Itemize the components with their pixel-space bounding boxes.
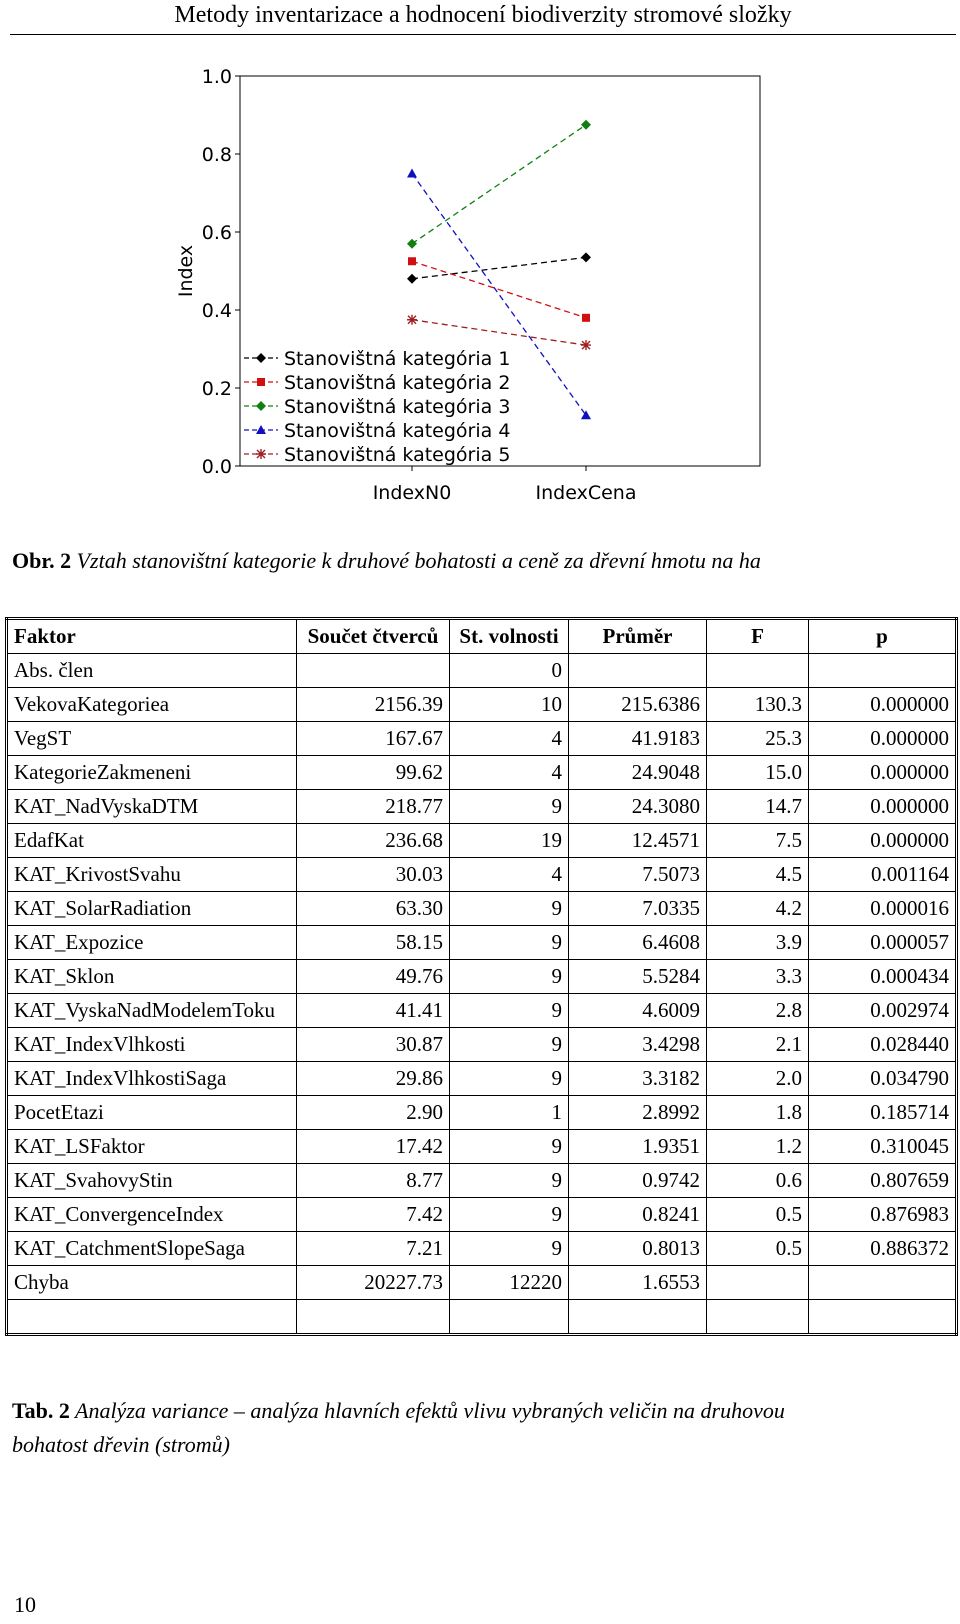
cell-prumer: 215.6386 xyxy=(569,688,707,722)
table-row xyxy=(7,858,957,892)
cell-f: 0.6 xyxy=(707,1164,809,1198)
cell-faktor: KategorieZakmeneni xyxy=(7,756,297,790)
cell-p: 0.000057 xyxy=(809,926,957,960)
cell-p xyxy=(809,654,957,688)
cell-st-volnosti: 9 xyxy=(450,790,569,824)
cell-st-volnosti: 9 xyxy=(450,1198,569,1232)
legend-label: Stanovištná kategória 5 xyxy=(284,444,511,466)
cell-prumer: 0.9742 xyxy=(569,1164,707,1198)
running-head: Metody inventarizace a hodnocení biodiverzity stromové složky xyxy=(10,0,956,35)
cell-soucet-ctvercu: 236.68 xyxy=(297,824,450,858)
cell-soucet-ctvercu: 20227.73 xyxy=(297,1266,450,1300)
figure-caption xyxy=(12,548,761,574)
header-p: p xyxy=(809,619,957,654)
legend-label: Stanovištná kategória 1 xyxy=(284,348,511,370)
cell-st-volnosti: 9 xyxy=(450,926,569,960)
cell-f: 2.1 xyxy=(707,1028,809,1062)
cell-p: 0.002974 xyxy=(809,994,957,1028)
cell-f: 4.5 xyxy=(707,858,809,892)
figure xyxy=(0,56,960,526)
cell-soucet-ctvercu: 30.03 xyxy=(297,858,450,892)
table-row xyxy=(7,1164,957,1198)
cell-prumer: 5.5284 xyxy=(569,960,707,994)
cell-p: 0.185714 xyxy=(809,1096,957,1130)
cell-prumer: 0.8013 xyxy=(569,1232,707,1266)
cell-prumer: 12.4571 xyxy=(569,824,707,858)
anova-table xyxy=(5,617,958,1336)
legend-marker xyxy=(256,449,266,459)
table-caption-text-2: bohatost dřevin (stromů) xyxy=(12,1432,230,1457)
cell-st-volnosti: 19 xyxy=(450,824,569,858)
cell-faktor: VegST xyxy=(7,722,297,756)
figure-caption-text: Vztah stanovištní kategorie k druhové bohatosti a ceně za dřevní hmotu na ha xyxy=(76,548,761,573)
y-tick-label: 0.4 xyxy=(201,300,232,322)
cell-st-volnosti: 9 xyxy=(450,892,569,926)
cell-faktor: Chyba xyxy=(7,1266,297,1300)
y-tick-label: 0.8 xyxy=(201,144,232,166)
cell-faktor: VekovaKategoriea xyxy=(7,688,297,722)
cell-prumer: 3.3182 xyxy=(569,1062,707,1096)
cell-f: 14.7 xyxy=(707,790,809,824)
cell-st-volnosti: 9 xyxy=(450,1164,569,1198)
cell-p: 0.886372 xyxy=(809,1232,957,1266)
legend-marker xyxy=(257,378,265,386)
cell-prumer: 7.5073 xyxy=(569,858,707,892)
cell-soucet-ctvercu: 218.77 xyxy=(297,790,450,824)
table-row xyxy=(7,994,957,1028)
cell-p: 0.000000 xyxy=(809,756,957,790)
table-row xyxy=(7,824,957,858)
table-body xyxy=(7,654,957,1335)
table-header-row xyxy=(7,619,957,654)
cell-soucet-ctvercu xyxy=(297,1300,450,1335)
cell-faktor: PocetEtazi xyxy=(7,1096,297,1130)
cell-faktor: KAT_SvahovyStin xyxy=(7,1164,297,1198)
cell-faktor: KAT_LSFaktor xyxy=(7,1130,297,1164)
cell-faktor: KAT_NadVyskaDTM xyxy=(7,790,297,824)
table-row xyxy=(7,1028,957,1062)
cell-st-volnosti: 9 xyxy=(450,1028,569,1062)
cell-faktor: Abs. člen xyxy=(7,654,297,688)
cell-st-volnosti: 9 xyxy=(450,1232,569,1266)
cell-f: 0.5 xyxy=(707,1232,809,1266)
table-row xyxy=(7,1096,957,1130)
table-row xyxy=(7,1266,957,1300)
table-row xyxy=(7,722,957,756)
cell-soucet-ctvercu: 99.62 xyxy=(297,756,450,790)
cell-p: 0.034790 xyxy=(809,1062,957,1096)
cell-soucet-ctvercu: 2.90 xyxy=(297,1096,450,1130)
cell-p xyxy=(809,1300,957,1335)
cell-f: 3.3 xyxy=(707,960,809,994)
cell-soucet-ctvercu: 7.21 xyxy=(297,1232,450,1266)
header-prumer: Průměr xyxy=(569,619,707,654)
cell-f: 2.0 xyxy=(707,1062,809,1096)
cell-prumer: 4.6009 xyxy=(569,994,707,1028)
cell-soucet-ctvercu: 167.67 xyxy=(297,722,450,756)
cell-faktor: KAT_IndexVlhkostiSaga xyxy=(7,1062,297,1096)
cell-faktor xyxy=(7,1300,297,1335)
data-point xyxy=(582,314,590,322)
cell-prumer: 2.8992 xyxy=(569,1096,707,1130)
cell-p: 0.000000 xyxy=(809,824,957,858)
cell-f: 1.2 xyxy=(707,1130,809,1164)
cell-p: 0.000000 xyxy=(809,688,957,722)
cell-prumer: 24.9048 xyxy=(569,756,707,790)
cell-faktor: KAT_VyskaNadModelemToku xyxy=(7,994,297,1028)
table-row xyxy=(7,1062,957,1096)
cell-soucet-ctvercu: 17.42 xyxy=(297,1130,450,1164)
y-tick-label: 0.6 xyxy=(201,222,232,244)
y-tick-label: 0.0 xyxy=(201,456,232,478)
cell-prumer: 3.4298 xyxy=(569,1028,707,1062)
header-f: F xyxy=(707,619,809,654)
table-row xyxy=(7,1130,957,1164)
cell-st-volnosti: 12220 xyxy=(450,1266,569,1300)
cell-st-volnosti: 4 xyxy=(450,756,569,790)
cell-prumer: 7.0335 xyxy=(569,892,707,926)
cell-faktor: KAT_Expozice xyxy=(7,926,297,960)
cell-p: 0.028440 xyxy=(809,1028,957,1062)
cell-f: 4.2 xyxy=(707,892,809,926)
cell-faktor: KAT_CatchmentSlopeSaga xyxy=(7,1232,297,1266)
cell-soucet-ctvercu: 41.41 xyxy=(297,994,450,1028)
cell-p: 0.001164 xyxy=(809,858,957,892)
cell-faktor: KAT_KrivostSvahu xyxy=(7,858,297,892)
cell-prumer xyxy=(569,1300,707,1335)
cell-soucet-ctvercu xyxy=(297,654,450,688)
cell-faktor: EdafKat xyxy=(7,824,297,858)
table-row xyxy=(7,960,957,994)
data-point xyxy=(407,315,417,325)
x-tick-label: IndexN0 xyxy=(372,482,452,504)
cell-prumer: 6.4608 xyxy=(569,926,707,960)
cell-faktor: KAT_Sklon xyxy=(7,960,297,994)
table-row xyxy=(7,1198,957,1232)
cell-faktor: KAT_SolarRadiation xyxy=(7,892,297,926)
cell-prumer: 0.8241 xyxy=(569,1198,707,1232)
cell-st-volnosti: 1 xyxy=(450,1096,569,1130)
cell-f: 2.8 xyxy=(707,994,809,1028)
data-point xyxy=(581,340,591,350)
cell-f xyxy=(707,1266,809,1300)
data-point xyxy=(408,257,416,265)
table-row xyxy=(7,688,957,722)
cell-st-volnosti: 4 xyxy=(450,858,569,892)
line-chart xyxy=(0,56,960,526)
cell-soucet-ctvercu: 49.76 xyxy=(297,960,450,994)
table-row xyxy=(7,654,957,688)
cell-f xyxy=(707,1300,809,1335)
cell-soucet-ctvercu: 2156.39 xyxy=(297,688,450,722)
y-axis-label: Index xyxy=(175,244,197,298)
y-tick-label: 1.0 xyxy=(201,66,232,88)
figure-label: Obr. 2 xyxy=(12,548,72,573)
cell-st-volnosti: 4 xyxy=(450,722,569,756)
legend-label: Stanovištná kategória 2 xyxy=(284,372,511,394)
cell-prumer: 24.3080 xyxy=(569,790,707,824)
cell-soucet-ctvercu: 58.15 xyxy=(297,926,450,960)
cell-prumer: 41.9183 xyxy=(569,722,707,756)
cell-st-volnosti: 10 xyxy=(450,688,569,722)
cell-p: 0.000000 xyxy=(809,722,957,756)
cell-p: 0.000000 xyxy=(809,790,957,824)
table-row xyxy=(7,790,957,824)
cell-st-volnosti: 9 xyxy=(450,1130,569,1164)
header-soucet-ctvercu: Součet čtverců xyxy=(297,619,450,654)
legend-label: Stanovištná kategória 3 xyxy=(284,396,511,418)
cell-st-volnosti xyxy=(450,1300,569,1335)
cell-faktor: KAT_IndexVlhkosti xyxy=(7,1028,297,1062)
cell-p: 0.000016 xyxy=(809,892,957,926)
legend-label: Stanovištná kategória 4 xyxy=(284,420,511,442)
cell-st-volnosti: 9 xyxy=(450,1062,569,1096)
cell-prumer: 1.6553 xyxy=(569,1266,707,1300)
table-row xyxy=(7,756,957,790)
cell-p: 0.000434 xyxy=(809,960,957,994)
header-st-volnosti: St. volnosti xyxy=(450,619,569,654)
table-caption xyxy=(12,1394,952,1462)
cell-p xyxy=(809,1266,957,1300)
cell-prumer xyxy=(569,654,707,688)
cell-f: 3.9 xyxy=(707,926,809,960)
cell-faktor: KAT_ConvergenceIndex xyxy=(7,1198,297,1232)
cell-p: 0.807659 xyxy=(809,1164,957,1198)
cell-prumer: 1.9351 xyxy=(569,1130,707,1164)
cell-soucet-ctvercu: 8.77 xyxy=(297,1164,450,1198)
cell-st-volnosti: 0 xyxy=(450,654,569,688)
cell-f: 7.5 xyxy=(707,824,809,858)
cell-st-volnosti: 9 xyxy=(450,994,569,1028)
cell-f: 15.0 xyxy=(707,756,809,790)
cell-soucet-ctvercu: 63.30 xyxy=(297,892,450,926)
cell-soucet-ctvercu: 29.86 xyxy=(297,1062,450,1096)
x-tick-label: IndexCena xyxy=(535,482,637,504)
cell-f: 0.5 xyxy=(707,1198,809,1232)
table-row xyxy=(7,1300,957,1335)
y-tick-label: 0.2 xyxy=(201,378,232,400)
cell-soucet-ctvercu: 7.42 xyxy=(297,1198,450,1232)
header-faktor: Faktor xyxy=(7,619,297,654)
cell-p: 0.876983 xyxy=(809,1198,957,1232)
table-row xyxy=(7,1232,957,1266)
cell-st-volnosti: 9 xyxy=(450,960,569,994)
table-row xyxy=(7,892,957,926)
table-row xyxy=(7,926,957,960)
cell-soucet-ctvercu: 30.87 xyxy=(297,1028,450,1062)
cell-p: 0.310045 xyxy=(809,1130,957,1164)
table-label: Tab. 2 xyxy=(12,1398,70,1423)
cell-f: 1.8 xyxy=(707,1096,809,1130)
cell-f xyxy=(707,654,809,688)
cell-f: 130.3 xyxy=(707,688,809,722)
table-caption-text-1: Analýza variance – analýza hlavních efektů vlivu vybraných veličin na druhovou xyxy=(75,1398,785,1423)
page-number: 10 xyxy=(14,1592,36,1617)
cell-f: 25.3 xyxy=(707,722,809,756)
